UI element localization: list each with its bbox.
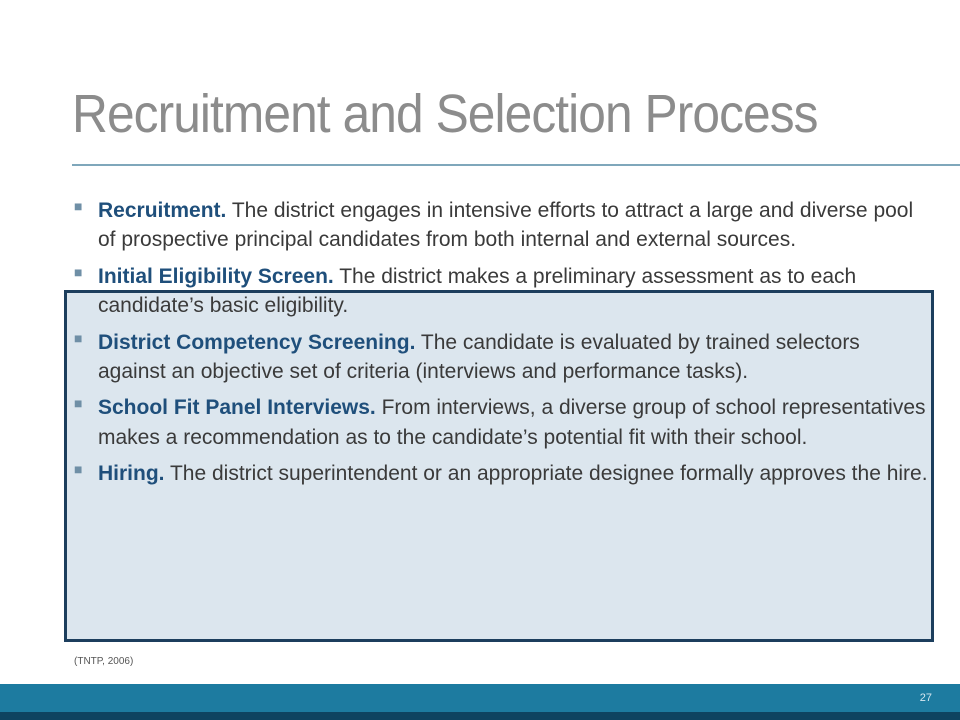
bullet-text: The district superintendent or an appropriate designee formally approves the hire. [164,462,928,486]
title-divider [72,164,960,166]
bullet-heading: Hiring. [98,462,165,486]
bullet-heading: Recruitment. [98,199,227,222]
square-bullet-icon: ■ [74,461,83,478]
square-bullet-icon: ■ [74,198,83,214]
bullet-text: The district makes a preliminary assessment as to each candidate’s basic eligibility. [98,264,857,318]
citation: (TNTP, 2006) [74,656,134,667]
bullet-school-fit-panel-interviews [72,393,932,452]
square-bullet-icon: ■ [74,329,83,346]
bullet-district-competency-screening [72,328,932,387]
bullet-hiring [72,459,932,488]
bullet-heading: District Competency Screening. [98,330,416,354]
footer-band [0,684,960,712]
bullet-initial-eligibility-screen [72,262,932,321]
square-bullet-icon: ■ [74,395,83,412]
bullet-heading: School Fit Panel Interviews. [98,396,376,420]
bullet-heading: Initial Eligibility Screen. [98,264,334,288]
bullet-text: The district engages in intensive efforts to attract a large and diverse pool of prospective principal candidates from both internal and external sources. [98,199,914,252]
page-number: 27 [919,692,932,704]
bullet-text: The candidate is evaluated by trained selectors against an objective set of criteria (interviews and performance tasks). [98,330,860,383]
slide-title: Recruitment and Selection Process [72,84,818,144]
bullet-text: From interviews, a diverse group of school representatives makes a recommendation as to the candidate’s potential fit with their school. [98,396,926,449]
bullet-recruitment [72,196,932,255]
footer-edge [0,712,960,720]
square-bullet-icon: ■ [74,263,83,280]
bullet-list [72,196,932,496]
